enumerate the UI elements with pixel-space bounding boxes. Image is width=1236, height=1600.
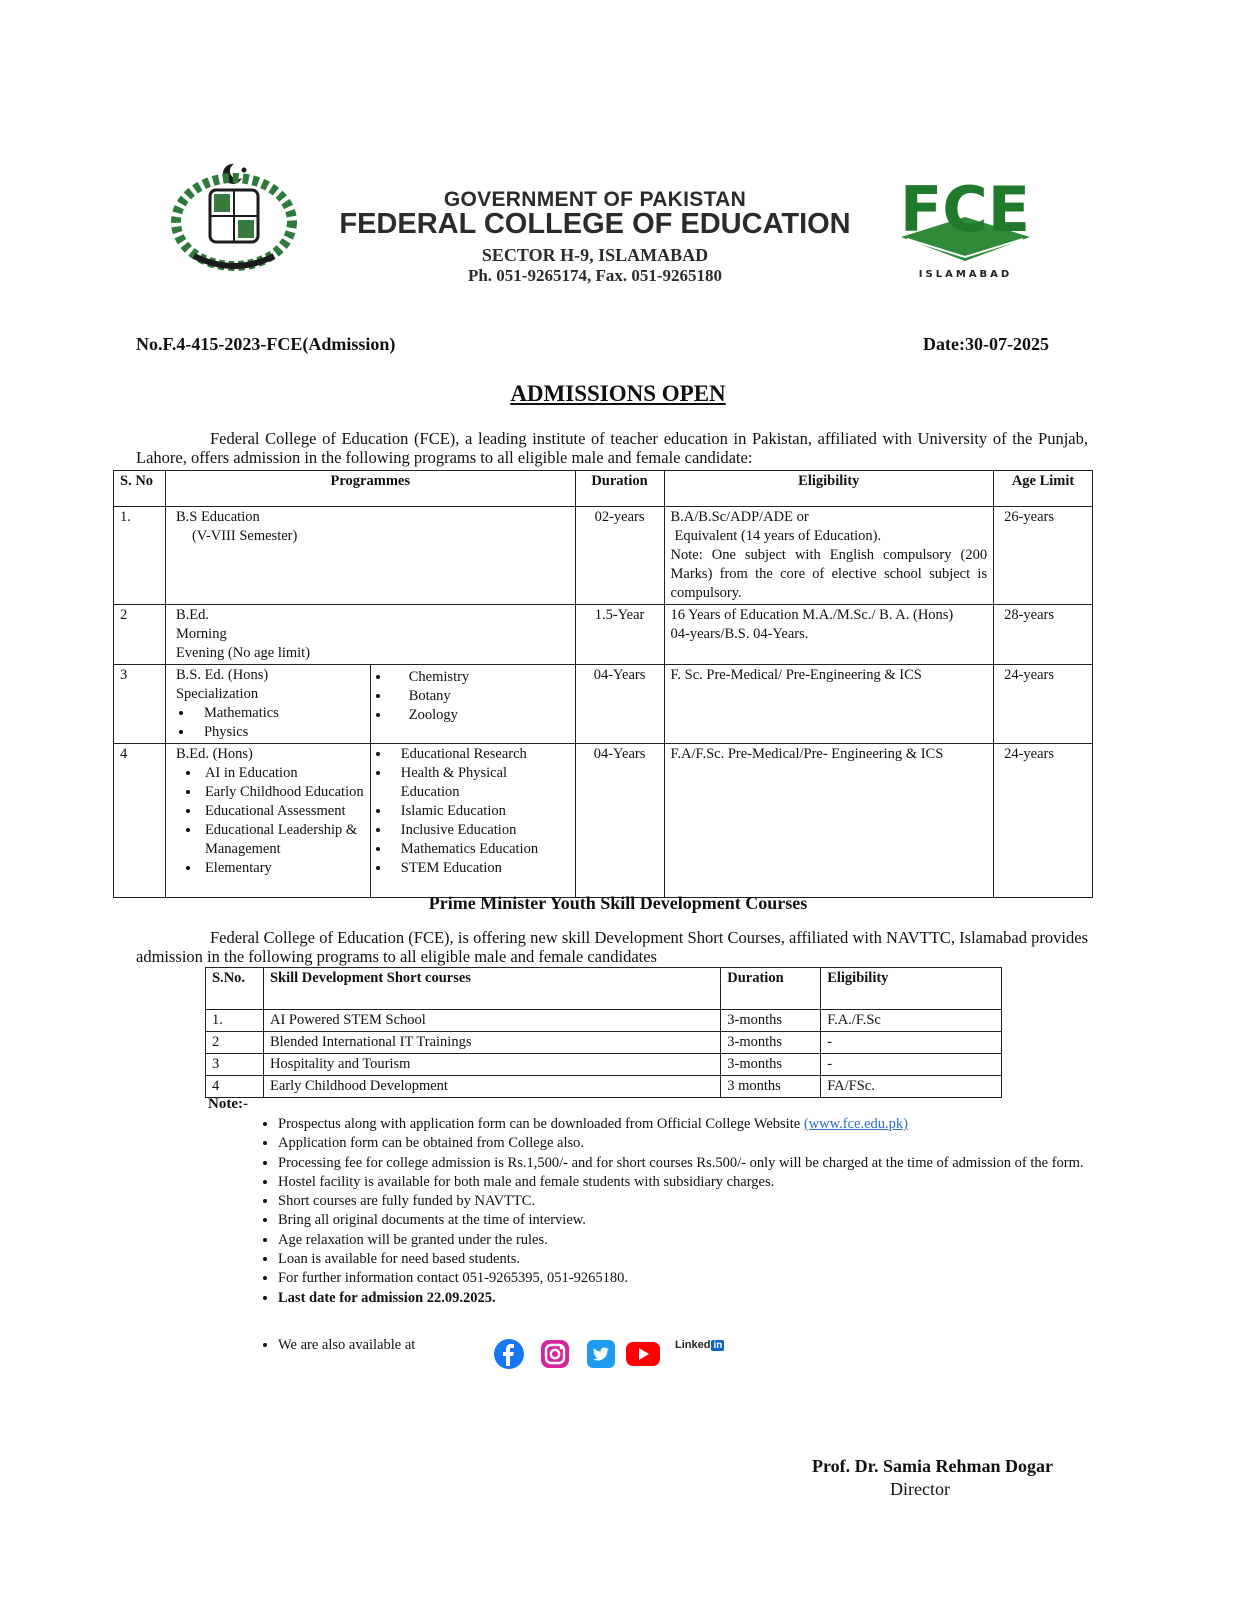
- reference-number: No.F.4-415-2023-FCE(Admission): [136, 334, 396, 354]
- programme-detail: (V-VIII Semester): [191, 528, 298, 544]
- row-programme: [165, 744, 370, 898]
- linkedin-icon[interactable]: Linked in: [675, 1339, 723, 1351]
- course-eligibility: -: [821, 1054, 1002, 1076]
- list-item: • Zoology: [391, 706, 569, 725]
- row-sno: 2: [114, 605, 166, 665]
- note-item: • Bring all original documents at the time of interview.: [278, 1211, 1118, 1230]
- course-sno: 4: [206, 1076, 264, 1098]
- row-duration: 04-Years: [575, 744, 664, 898]
- facebook-icon[interactable]: [493, 1338, 525, 1370]
- eligibility-line: Equivalent (14 years of Education).: [674, 528, 882, 544]
- table-row: [206, 1054, 1002, 1076]
- course-name: Hospitality and Tourism: [263, 1054, 720, 1076]
- list-item: • STEM Education: [391, 859, 569, 878]
- instagram-icon[interactable]: [539, 1338, 571, 1370]
- skills-table: [205, 967, 1002, 1098]
- course-sno: 3: [206, 1054, 264, 1076]
- table-row: [114, 605, 1093, 665]
- programme-name: B.S. Ed. (Hons): [175, 667, 269, 683]
- row-age-limit: 28-years: [994, 605, 1093, 665]
- pakistan-emblem: [170, 160, 298, 280]
- header-duration: Duration: [721, 968, 821, 1010]
- header-eligibility: Eligibility: [821, 968, 1002, 1010]
- list-item: • Educational Research: [391, 745, 569, 764]
- note-item: • Short courses are fully funded by NAVTTC.: [278, 1192, 1118, 1211]
- header-sno: S. No: [114, 471, 166, 507]
- page-title: [0, 381, 1236, 407]
- table-row: [114, 665, 1093, 744]
- skills-intro: [136, 928, 1088, 966]
- header-programmes: Programmes: [165, 471, 575, 507]
- list-item: • Early Childhood Education: [201, 783, 364, 802]
- signatory-name: Prof. Dr. Samia Rehman Dogar: [812, 1456, 1053, 1476]
- row-specializations: [370, 665, 575, 744]
- programme-name: B.Ed. (Hons): [175, 746, 253, 762]
- eligibility-note: Note: One subject with English compulsory (200 Marks) from the core of elective school subject is compulsory.: [670, 547, 988, 601]
- skills-title: Prime Minister Youth Skill Development Courses: [428, 893, 808, 913]
- college-address: SECTOR H-9, ISLAMABAD: [481, 245, 709, 265]
- website-link[interactable]: (www.fce.edu.pk): [803, 1116, 908, 1132]
- table-row: [206, 1032, 1002, 1054]
- course-duration: 3-months: [721, 1054, 821, 1076]
- note-item-deadline: • Last date for admission 22.09.2025.: [278, 1289, 1118, 1308]
- list-item: • Mathematics: [194, 704, 364, 723]
- row-eligibility: [664, 605, 994, 665]
- note-item: • Hostel facility is available for both male and female students with subsidiary charges.: [278, 1173, 1118, 1192]
- row-duration: 1.5-Year: [575, 605, 664, 665]
- list-item: • Mathematics Education: [391, 840, 569, 859]
- youtube-icon[interactable]: [625, 1338, 661, 1370]
- row-sno: 1.: [114, 507, 166, 605]
- list-item: • Educational Leadership & Management: [201, 821, 364, 859]
- college-phone: Ph. 051-9265174, Fax. 051-9265180: [467, 266, 723, 285]
- note-text: Prospectus along with application form can be downloaded from Official College Website: [278, 1116, 801, 1132]
- note-item: • Age relaxation will be granted under the rules.: [278, 1231, 1118, 1250]
- list-item: • Health & Physical Education: [391, 764, 569, 802]
- row-sno: 4: [114, 744, 166, 898]
- course-duration: 3 months: [721, 1076, 821, 1098]
- list-item: • Chemistry: [391, 668, 569, 687]
- course-eligibility: F.A./F.Sc: [821, 1010, 1002, 1032]
- header-duration: Duration: [575, 471, 664, 507]
- skills-intro-text: Federal College of Education (FCE), is offering new skill Development Short Courses, affiliated with NAVTTC, Islamabad provides admission in the following programs to all eligible male and female candidates: [136, 928, 1088, 966]
- row-age-limit: 24-years: [994, 665, 1093, 744]
- programme-detail: Evening (No age limit): [175, 645, 311, 661]
- course-duration: 3-months: [721, 1010, 821, 1032]
- note-item: • Processing fee for college admission is Rs.1,500/- and for short courses Rs.500/- only will be charged at the time of admission of the form.: [278, 1154, 1118, 1173]
- fce-logo: [893, 165, 1038, 290]
- row-eligibility: F. Sc. Pre-Medical/ Pre-Engineering & ICS: [664, 665, 994, 744]
- course-eligibility: FA/FSc.: [821, 1076, 1002, 1098]
- list-item: • Elementary: [201, 859, 364, 878]
- list-item: • Physics: [194, 723, 364, 742]
- row-duration: 04-Years: [575, 665, 664, 744]
- row-programme: [165, 507, 575, 605]
- note-item: • Loan is available for need based students.: [278, 1250, 1118, 1269]
- specialization-list: [377, 745, 569, 878]
- course-sno: 2: [206, 1032, 264, 1054]
- table-row: [206, 1076, 1002, 1098]
- course-duration: 3-months: [721, 1032, 821, 1054]
- course-name: Early Childhood Development: [263, 1076, 720, 1098]
- programme-name: B.Ed.: [175, 607, 209, 623]
- list-item: • Inclusive Education: [391, 821, 569, 840]
- college-name: FEDERAL COLLEGE OF EDUCATION: [339, 208, 851, 240]
- specialization-list: [176, 704, 364, 742]
- table-row: [114, 744, 1093, 898]
- specialization-list: [377, 668, 569, 725]
- signatory-role: Director: [890, 1479, 950, 1499]
- programs-table: [113, 470, 1093, 898]
- row-age-limit: 24-years: [994, 744, 1093, 898]
- eligibility-line: B.A/B.Sc/ADP/ADE or: [670, 509, 809, 525]
- list-item: • Educational Assessment: [201, 802, 364, 821]
- row-eligibility: F.A/F.Sc. Pre-Medical/Pre- Engineering & ICS: [664, 744, 994, 898]
- note-item: • Application form can be obtained from College also.: [278, 1134, 1118, 1153]
- header-eligibility: Eligibility: [664, 471, 994, 507]
- note-item-social: • We are also available at: [278, 1336, 1118, 1355]
- course-eligibility: -: [821, 1032, 1002, 1054]
- row-programme: [165, 665, 370, 744]
- notes-heading: Note:-: [208, 1096, 248, 1112]
- notice-date: Date:30-07-2025: [923, 334, 1049, 354]
- twitter-icon[interactable]: [585, 1338, 617, 1370]
- header-age-limit: Age Limit: [994, 471, 1093, 507]
- row-age-limit: 26-years: [994, 507, 1093, 605]
- table-header-row: [206, 968, 1002, 1010]
- eligibility-line: 16 Years of Education M.A./M.Sc./ B. A. (Hons): [670, 607, 954, 623]
- programme-name: B.S Education: [175, 509, 260, 525]
- specialization-list: [176, 764, 364, 878]
- programme-detail: Specialization: [175, 686, 259, 702]
- row-eligibility: [664, 507, 994, 605]
- notes-list: [238, 1115, 1118, 1355]
- list-item: • Botany: [391, 687, 569, 706]
- course-name: AI Powered STEM School: [263, 1010, 720, 1032]
- row-programme: [165, 605, 575, 665]
- note-item: • For further information contact 051-9265395, 051-9265180.: [278, 1269, 1118, 1288]
- list-item: • Islamic Education: [391, 802, 569, 821]
- linkedin-label: Linked: [675, 1339, 711, 1351]
- header-sno: S.No.: [206, 968, 264, 1010]
- list-item: • AI in Education: [201, 764, 364, 783]
- programme-detail: Morning: [175, 626, 227, 642]
- row-specializations: [370, 744, 575, 898]
- table-header-row: [114, 471, 1093, 507]
- note-item: [278, 1115, 1118, 1134]
- intro-paragraph: [136, 429, 1088, 467]
- eligibility-line: 04-years/B.S. 04-Years.: [670, 626, 809, 642]
- header-course: Skill Development Short courses: [263, 968, 720, 1010]
- row-duration: 02-years: [575, 507, 664, 605]
- fce-logo-text: FCE: [899, 173, 1031, 246]
- table-row: [114, 507, 1093, 605]
- government-heading: GOVERNMENT OF PAKISTAN: [443, 188, 747, 211]
- table-row: [206, 1010, 1002, 1032]
- social-links: [493, 1336, 724, 1372]
- page-title-text: ADMISSIONS OPEN: [510, 381, 726, 406]
- intro-text: Federal College of Education (FCE), a leading institute of teacher education in Pakistan, affiliated with University of the Punjab, Lahore, offers admission in the following programs to all eligible male and female candidate:: [136, 429, 1088, 467]
- fce-logo-caption: ISLAMABAD: [918, 269, 1013, 280]
- course-name: Blended International IT Trainings: [263, 1032, 720, 1054]
- row-sno: 3: [114, 665, 166, 744]
- course-sno: 1.: [206, 1010, 264, 1032]
